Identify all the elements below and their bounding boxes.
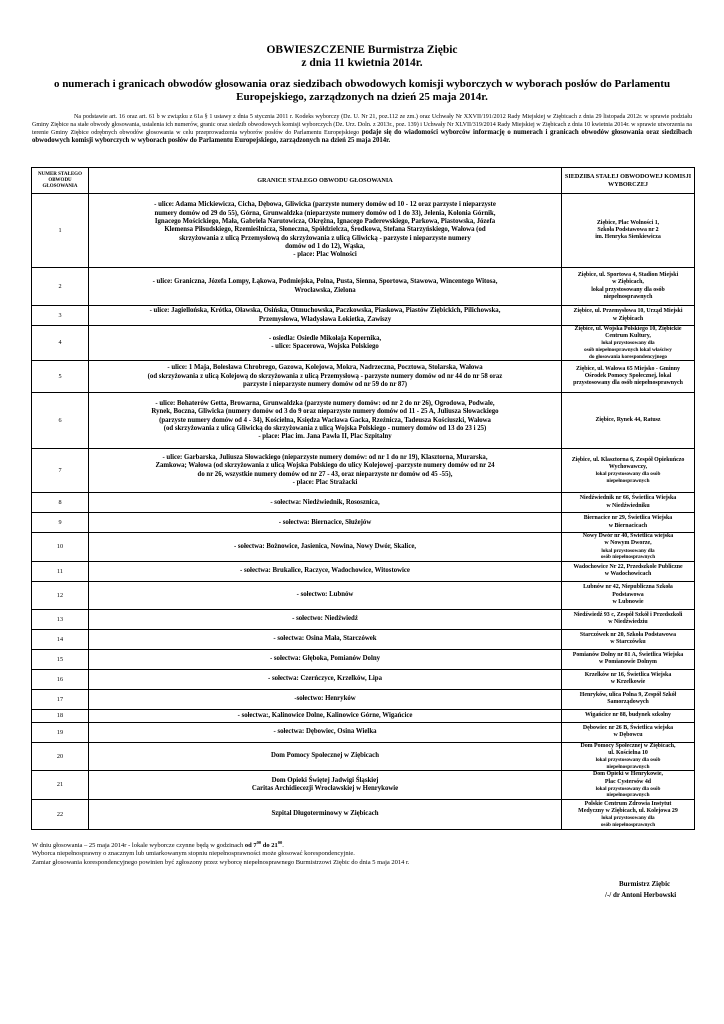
table-row [32, 393, 695, 449]
district-number: 6 [32, 393, 89, 449]
district-number: 21 [32, 771, 89, 800]
districts-table [31, 167, 695, 830]
accessibility-note: lokal przystosowany dla [601, 547, 655, 554]
district-borders-line: - place: Plac Wolności [293, 251, 357, 259]
table-row [32, 742, 695, 771]
district-borders-line: Rynek, Boczna, Gliwicka (numery domów od 3 do 9 oraz nieparzyste numery domów od 11 - 25 A, Juliusza Słowackiego [151, 408, 499, 416]
commission-seat-line: Ziębice, ul. Przemysłowa 10, Urząd Miejski [573, 308, 683, 315]
commission-seat-line: Ziębice, Rynek 44, Ratusz [595, 417, 661, 424]
commission-seat-line: Dom Opieki w Henrykowie, [592, 771, 664, 778]
signature-title: Burmistrz Ziębic [619, 880, 671, 888]
district-borders [89, 513, 562, 533]
commission-seat-line: Pomianów Dolny nr 81 A, Świetlica Wiejska [572, 652, 684, 659]
commission-seat-line: Biernacice nr 29, Świetlica Wiejska [583, 515, 673, 522]
district-borders-line: - sołectwo: Lubnów [296, 591, 354, 599]
district-number: 4 [32, 326, 89, 361]
commission-seat [562, 629, 695, 649]
commission-seat [562, 326, 695, 361]
table-row [32, 361, 695, 393]
district-borders-line: Szpital Długoterminowy w Ziębicach [271, 810, 379, 818]
district-number: 2 [32, 268, 89, 306]
commission-seat-line: Centrum Kultury, [605, 333, 651, 340]
district-borders-line: Caritas Archidiecezji Wrocławskiej w Henrykowie [251, 785, 399, 793]
accessibility-note: osób niepełnosprawnych [600, 821, 656, 828]
district-borders-line: - sołectwa:, Kalinowice Dolne, Kalinowice Górne, Wigańcice [237, 711, 413, 719]
district-number: 9 [32, 513, 89, 533]
district-borders-line: Wrocławska, Zielona [294, 286, 356, 294]
district-borders [89, 493, 562, 513]
commission-seat-line: Dom Pomocy Społecznej w Ziębicach, [580, 742, 676, 749]
district-number: 12 [32, 581, 89, 609]
commission-seat-line: w Pomianowie Dolnym [599, 659, 657, 666]
district-borders-line: - sołectwa: Czerńczyce, Krzelków, Lipa [267, 675, 382, 683]
postal-vote-note: Zamiar głosowania korespondencyjnego powinien być zgłoszony przez wyborcę niepełnosprawnego Burmistrzowi Ziębic do dnia 5 maja 2014 r. [32, 859, 410, 866]
commission-seat-line: Ośrodek Pomocy Społecznej, lokal [584, 373, 672, 380]
legal-basis-text: Na podstawie art. 16 oraz art. 61 b w związku z 61a § 1 ustawy z dnia 5 stycznia 2011 r. Kodeks wyborczy (Dz. U. Nr 21, poz.112 ze zm.) oraz Uchwały Nr XXVII/191/2012 Rady Miejskiej w Ziębicach z dnia 29 listopada 2012r. w sprawie podziału Gminy Ziębice na stałe obwody głosowania, ustalenia ich numerów, granic oraz siedzib obwodowych komisji wyborczych (Dz. Urz. Doln. z 2013r., poz. 139) i Uchwały Nr XLVII/319/2014 Rady Miejskiej w Ziębicach z dnia 10 kwietnia 2014r. w sprawie utworzenia na terenie Gminy Ziębice odrębnych obwodów głosowania w celu przeprowadzenia wyborów posłów do Parlamentu Europejskiego [32, 114, 692, 137]
district-number: 8 [32, 493, 89, 513]
signature-name: /-/ dr Antoni Herbowski [605, 891, 677, 899]
table-row [32, 268, 695, 306]
district-borders-line: - ulice: Spacerowa, Wojska Polskiego [271, 343, 379, 351]
header-commission-seat: SIEDZIBA STAŁEJ OBWODOWEJ KOMISJI WYBORCZEJ [562, 168, 695, 194]
district-borders-line: - ulice: Graniczna, Józefa Lompy, Łąkowa, Podmiejska, Polna, Pusta, Sienna, Sportowa, Stawowa, Wincentego Witosa, [152, 278, 498, 286]
district-borders-line: - sołectwa: Głęboka, Pomianów Dolny [269, 655, 381, 663]
table-row [32, 709, 695, 722]
commission-seat-line: Plac Cystersów 4d [604, 778, 652, 785]
district-borders-line: Ignacego Mościckiego, Mała, Gabriela Narutowicza, Okrężna, Ignacego Paderewskiego, Parkowa, Piastowska, Józefa [154, 218, 496, 226]
accessibility-note: do głosowania korespondencyjnego [588, 353, 668, 360]
commission-seat-line: Ziębice, ul. Wojska Polskiego 10, Ziębickie [574, 326, 682, 332]
table-row [32, 722, 695, 742]
table-row [32, 629, 695, 649]
commission-seat-line: Niedźwiednik nr 66, Świetlica Wiejska [579, 495, 677, 502]
commission-seat-line: przystosowany dla osób niepełnosprawnych [573, 380, 683, 387]
district-borders [89, 326, 562, 361]
disabled-voter-note: Wyborca niepełnosprawny o znacznym lub umiarkowanym stopniu niepełnosprawności może głosować korespondencyjnie. [32, 850, 355, 857]
district-borders-line: Dom Opieki Świętej Jadwigi Śląskiej [271, 776, 379, 784]
table-row [32, 581, 695, 609]
commission-seat-line: w Biernacicach [608, 522, 648, 529]
commission-seat [562, 268, 695, 306]
district-borders-line: - ulice: 1 Maja, Bolesława Chrobrego, Gazowa, Kolejowa, Mokra, Nadrzeczna, Pocztowa, Stolarska, Wałowa [167, 364, 483, 372]
commission-seat-line: w Krzelkowie [610, 679, 646, 686]
accessibility-note: lokal przystosowany dla osób [595, 757, 661, 764]
district-borders-line: domów od 1 do 12), Wąska, [285, 242, 365, 250]
district-borders-line: - sołectwa: Brukalice, Raczyce, Wadochowice, Witostowice [240, 567, 410, 575]
commission-seat [562, 306, 695, 326]
district-borders [89, 799, 562, 829]
commission-seat-line: niepełnosprawnych [603, 293, 653, 300]
commission-seat-line: Ziębice, ul. Klasztorna 6, Zespół Opiekuńczo [571, 456, 685, 463]
commission-seat-line: w Nowym Dworze, [604, 540, 652, 547]
commission-seat-line: Samorządowych [607, 699, 649, 706]
district-borders [89, 533, 562, 562]
district-number: 5 [32, 361, 89, 393]
district-borders-line: - osiedla: Osiedle Mikołaja Kopernika, [268, 334, 382, 342]
district-borders [89, 361, 562, 393]
commission-seat [562, 393, 695, 449]
commission-seat-line: w Niedźwiedniku [606, 502, 650, 509]
table-row [32, 771, 695, 800]
district-borders [89, 742, 562, 771]
district-borders [89, 393, 562, 449]
district-borders [89, 268, 562, 306]
commission-seat-line: Medyczny w Ziębicach, ul. Kolejowa 29 [578, 807, 678, 814]
district-borders-line: do nr 26, wszystkie numery domów od nr 27 - 43, oraz nieparzyste nr domów od 45 -55), [197, 470, 453, 478]
district-borders [89, 771, 562, 800]
commission-seat-line: w Wadochowicach [604, 571, 652, 578]
commission-seat-line: lokal przystosowany dla osób [591, 286, 665, 293]
table-row [32, 449, 695, 493]
accessibility-note: lokal przystosowany dla [601, 815, 655, 822]
commission-seat-line: ul. Kościelna 10 [608, 749, 648, 756]
commission-seat-line: Starczówek nr 20, Szkoła Podstawowa [579, 632, 677, 639]
commission-seat-line: Niedźwiedź 93 c, Zespół Szkół i Przedszkoli [573, 612, 683, 619]
district-number: 17 [32, 689, 89, 709]
district-borders-line: - sołectwa: Biernacice, Służejów [278, 518, 372, 526]
commission-seat [562, 799, 695, 829]
district-borders-line: - sołectwa: Niedźwiednik, Rososznica, [270, 498, 380, 506]
accessibility-note: osób niepełnosprawnych lokal właściwy [584, 347, 672, 353]
commission-seat [562, 771, 695, 800]
district-borders [89, 689, 562, 709]
district-borders [89, 629, 562, 649]
district-borders-line: - place: Plac Strażacki [292, 478, 358, 486]
commission-seat [562, 361, 695, 393]
voting-hours-text: W dniu głosowania – 25 maja 2014r - lokale wyborcze czynne będą w godzinach [32, 842, 244, 850]
accessibility-note: lokal przystosowany dla osób [595, 785, 661, 792]
district-borders [89, 561, 562, 581]
commission-seat-line: Lubnów nr 42, Niepubliczna Szkoła [583, 584, 673, 591]
district-borders-line: (parzyste numery domów od 4 - 34), Kościelna, Księdza Wacława Gacka, Rzeźnicza, Tadeusza Kościuszki, Wałowa [159, 416, 491, 424]
district-borders [89, 581, 562, 609]
header-district-number: NUMER STAŁEGO OBWODU GŁOSOWANIA [32, 168, 89, 194]
accessibility-note: niepełnosprawnych [606, 763, 650, 770]
table-row [32, 689, 695, 709]
district-borders [89, 609, 562, 629]
commission-seat-line: w Niedźwiedziu [608, 619, 648, 626]
district-borders-line: Zamkowa; Wałowa (od skrzyżowania z ulicą Wojska Polskiego do ulicy Kolejowej -parzyste numery domów od nr 24 [155, 462, 495, 470]
table-header-row [32, 168, 695, 194]
district-borders-line: (od skrzyżowania z ulicą Gliwicką do skrzyżowania z ulicą Wojska Polskiego - numery domów od 13 do 23 i 25) [163, 424, 487, 432]
table-row [32, 306, 695, 326]
district-borders [89, 669, 562, 689]
accessibility-note: osób niepełnosprawnych [600, 554, 656, 561]
commission-seat-line: Wigańcice nr 88, budynek szkolny [584, 712, 672, 719]
district-borders [89, 722, 562, 742]
district-borders-line: -sołectwo: Henryków [294, 695, 356, 703]
district-borders-line: - ulice: Jagiellońska, Krótka, Oławska, Osińska, Otmuchowska, Paczkowska, Piaskowa, Piastów Ziębickich, Pilichowska, [149, 307, 501, 315]
district-number: 16 [32, 669, 89, 689]
district-borders-line: - place: Plac im. Jana Pawła II, Plac Szpitalny [258, 433, 392, 441]
commission-seat-line: Nowy Dwór nr 40, Świetlica wiejska [582, 533, 674, 540]
table-row [32, 513, 695, 533]
commission-seat [562, 742, 695, 771]
commission-seat [562, 609, 695, 629]
commission-seat-line: w Dębowcu [613, 732, 643, 739]
district-borders [89, 194, 562, 268]
header-district-borders: GRANICE STAŁEGO OBWODU GŁOSOWANIA [89, 168, 562, 194]
commission-seat [562, 722, 695, 742]
commission-seat-line: Podstawowa [612, 591, 644, 598]
commission-seat-line: Ziębice, ul. Wałowa 65 Miejsko - Gminny [576, 365, 680, 372]
district-borders-line: - sołectwa: Bożnowice, Jasienica, Nowina, Nowy Dwór, Skalice, [233, 542, 417, 550]
district-number: 7 [32, 449, 89, 493]
district-borders-line: (od skrzyżowania z ulicą Kolejową do skrzyżowania z ulicą Przemysłową - parzyste numery domów od nr 44 do nr 58 oraz [147, 372, 503, 380]
commission-seat-line: Szkoła Podstawowa nr 2 [597, 226, 659, 233]
table-row [32, 649, 695, 669]
commission-seat-line: im. Henryka Sienkiewicza [595, 234, 661, 241]
commission-seat-line: Ziębice, Plac Wolności 1, [596, 219, 660, 226]
district-number: 20 [32, 742, 89, 771]
district-number: 13 [32, 609, 89, 629]
district-number: 1 [32, 194, 89, 268]
commission-seat-line: Wychowawczy, [608, 464, 648, 471]
document-title: OBWIESZCZENIE Burmistrza Ziębic [266, 44, 458, 56]
district-number: 10 [32, 533, 89, 562]
commission-seat-line: w Ziębicach [612, 315, 644, 322]
district-borders-line: - ulice: Adama Mickiewicza, Cicha, Dębowa, Gliwicka (parzyste numery domów od 10 - 12 oraz parzyste i nieparzyste [154, 201, 496, 209]
district-number: 11 [32, 561, 89, 581]
commission-seat [562, 649, 695, 669]
district-borders [89, 709, 562, 722]
district-borders-line: - sołectwo: Niedźwiedź [292, 615, 358, 623]
document-date: z dnia 11 kwietnia 2014r. [301, 57, 423, 69]
commission-seat-line: w Starczówku [610, 639, 646, 646]
table-row [32, 326, 695, 361]
district-number: 22 [32, 799, 89, 829]
commission-seat-line: Dębowiec nr 26 B, Świetlica wiejska [582, 725, 674, 732]
table-row [32, 669, 695, 689]
accessibility-note: niepełnosprawnych [606, 477, 650, 484]
district-borders [89, 306, 562, 326]
commission-seat-line: Krzelków nr 16, Świetlica Wiejska [584, 672, 672, 679]
commission-seat [562, 533, 695, 562]
district-borders-line: - ulice: Bohaterów Getta, Browarna, Grunwaldzka (parzyste numery domów: od nr 2 do nr 26), Ogrodowa, Podwale, [155, 399, 495, 407]
table-row [32, 561, 695, 581]
district-number: 3 [32, 306, 89, 326]
district-borders-line: skrzyżowania z ulicą Przemysłową do skrzyżowania z ulicą Gliwicką - parzyste i nieparzyste numery [179, 234, 471, 242]
table-row [32, 609, 695, 629]
commission-seat [562, 194, 695, 268]
commission-seat [562, 709, 695, 722]
district-borders-line: - sołectwa: Dębowiec, Osina Wielka [273, 728, 377, 736]
announcement-text: podaje się do wiadomości wyborców informację o numerach i granicach obwodów głosowania oraz siedzibach obwodowych komisji wyborczych w wyborach posłów do Parlamentu Europejskiego, zarządzonych na dzień 25 maja 2014r. [32, 129, 692, 145]
commission-seat [562, 669, 695, 689]
commission-seat [562, 449, 695, 493]
commission-seat-line: Ziębice, ul. Sportowa 4, Stadion Miejski [577, 272, 679, 279]
district-number: 14 [32, 629, 89, 649]
commission-seat [562, 689, 695, 709]
district-borders-line: - sołectwa: Osina Mała, Starczówek [273, 635, 377, 643]
district-borders-line: Dom Pomocy Społecznej w Ziębicach [271, 752, 379, 760]
district-borders-line: - ulice: Garbarska, Juliusza Słowackiego (nieparzyste numery domów: od nr 1 do nr 19), Klasztorna, Murarska, [162, 454, 488, 462]
district-number: 18 [32, 709, 89, 722]
district-borders-line: Przemysłowa, Władysława Łokietka, Zawiszy [258, 315, 392, 323]
district-borders-line: numery domów od 29 do 55), Górna, Grunwaldzka (nieparzyste numery domów od 1 do 33), Jelenia, Kolonia Górnik, [154, 209, 496, 217]
commission-seat [562, 581, 695, 609]
accessibility-note: lokal przystosowany dla [601, 340, 655, 347]
district-borders-line: Klemensa Piłsudskiego, Rzemieślnicza, Słoneczna, Spółdzielcza, Środkowa, Stefana Starzyńskiego, Wałowa (od [164, 226, 486, 234]
accessibility-note: lokal przystosowany dla osób [595, 471, 661, 478]
accessibility-note: niepełnosprawnych [606, 792, 650, 799]
district-borders-line: parzyste i nieparzyste numery domów od nr 59 do nr 87) [242, 380, 407, 388]
commission-seat [562, 513, 695, 533]
commission-seat-line: Wadochowice Nr 22, Przedszkole Publiczne [573, 564, 683, 571]
table-row [32, 799, 695, 829]
commission-seat-line: w Ziębicach, [612, 279, 644, 286]
commission-seat [562, 561, 695, 581]
voting-hours-note: W dniu głosowania – 25 maja 2014r - lokale wyborcze czynne będą w godzinach od $7^{00}$ do $21^{00}$. [32, 840, 284, 850]
district-borders [89, 649, 562, 669]
district-number: 15 [32, 649, 89, 669]
table-row [32, 194, 695, 268]
commission-seat-line: Polskie Centrum Zdrowia Instytut [584, 800, 672, 807]
commission-seat [562, 493, 695, 513]
district-borders [89, 449, 562, 493]
table-row [32, 533, 695, 562]
document-subtitle: o numerach i granicach obwodów głosowania oraz siedzibach obwodowych komisji wyborczych w wyborach posłów do Parlamentu Europejskiego, zarządzonych na dzień 25 maja 2014r. [53, 78, 671, 103]
commission-seat-line: w Lubnowie [612, 598, 644, 605]
voting-hours-value: od $7^{00}$ do $21^{00}$ [244, 840, 283, 850]
commission-seat-line: Henryków, ulica Polna 9, Zespół Szkół [579, 692, 677, 699]
table-row [32, 493, 695, 513]
district-number: 19 [32, 722, 89, 742]
legal-basis-paragraph [32, 113, 692, 145]
